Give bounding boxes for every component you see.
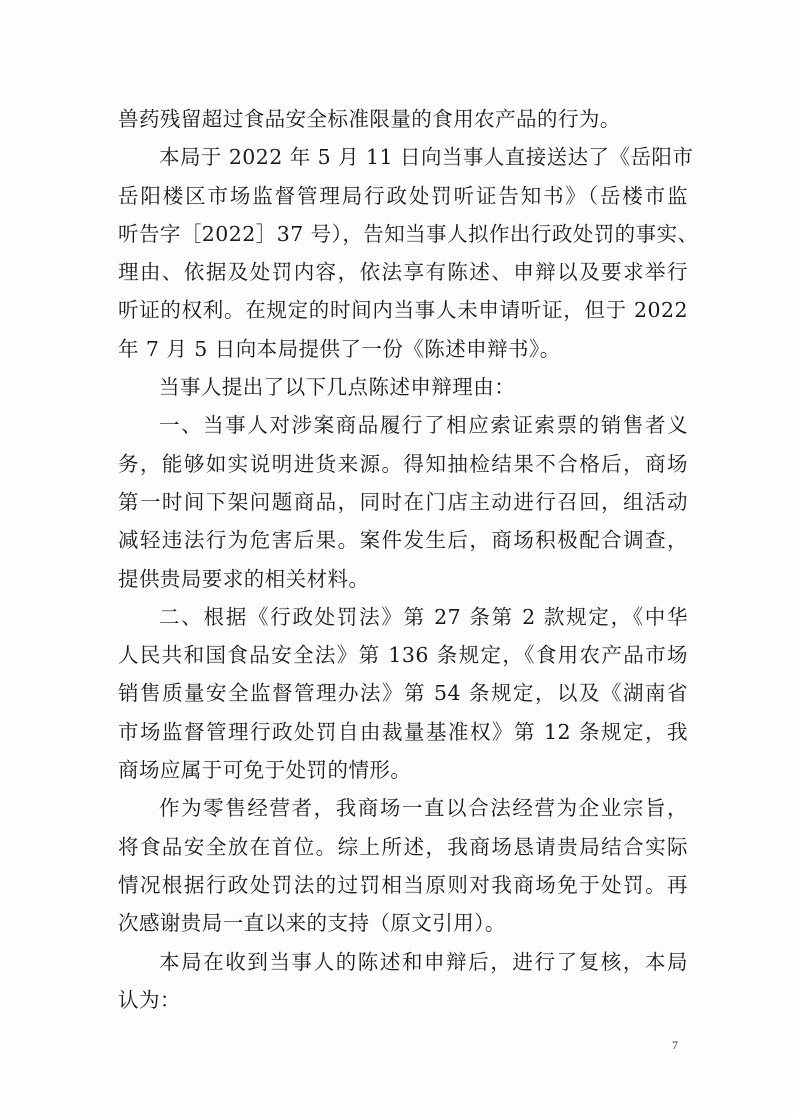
page-number: 7	[672, 1038, 678, 1052]
text-line: 作为零售经营者，我商场一直以合法经营为企业宗旨，	[159, 796, 688, 821]
text-line: 第一时间下架问题商品，同时在门店主动进行召回，组活动	[118, 489, 688, 514]
text-line: 听告字［2022］37 号），告知当事人拟作出行政处罚的事实、	[118, 221, 699, 246]
text-line: 次感谢贵局一直以来的支持（原文引用）。	[118, 911, 506, 936]
text-line: 一、当事人对涉案商品履行了相应索证索票的销售者义	[159, 413, 688, 438]
text-line: 理由、依据及处罚内容，依法享有陈述、申辩以及要求举行	[118, 260, 688, 285]
text-line: 二、根据《行政处罚法》第 27 条第 2 款规定，《中华	[159, 604, 688, 629]
text-line: 减轻违法行为危害后果。案件发生后，商场积极配合调查，	[118, 528, 688, 553]
text-line: 商场应属于可免于处罚的情形。	[118, 758, 412, 783]
text-line: 情况根据行政处罚法的过罚相当原则对我商场免于处罚。再	[118, 872, 688, 897]
text-line: 本局于 2022 年 5 月 11 日向当事人直接送达了《岳阳市	[159, 145, 694, 170]
text-line: 销售质量安全监督管理办法》第 54 条规定，以及《湖南省	[118, 681, 688, 706]
text-line: 岳阳楼区市场监督管理局行政处罚听证告知书》（岳楼市监	[118, 183, 688, 208]
text-line: 人民共和国食品安全法》第 136 条规定，《食用农产品市场	[118, 643, 688, 668]
text-line: 当事人提出了以下几点陈述申辩理由：	[159, 375, 516, 400]
text-line: 务，能够如实说明进货来源。得知抽检结果不合格后，商场	[118, 451, 688, 476]
text-line: 本局在收到当事人的陈述和申辩后，进行了复核，本局	[159, 949, 688, 974]
text-line: 提供贵局要求的相关材料。	[118, 566, 370, 591]
text-line: 年 7 月 5 日向本局提供了一份《陈述申辩书》。	[118, 336, 561, 361]
text-line: 听证的权利。在规定的时间内当事人未申请听证，但于 2022	[118, 298, 688, 323]
document-body	[118, 100, 699, 1019]
text-line: 兽药残留超过食品安全标准限量的食用农产品的行为。	[118, 107, 621, 131]
text-line: 认为：	[118, 987, 181, 1012]
text-line: 市场监督管理行政处罚自由裁量基准权》第 12 条规定，我	[118, 719, 688, 744]
text-line: 将食品安全放在首位。综上所述，我商场恳请贵局结合实际	[118, 834, 688, 859]
